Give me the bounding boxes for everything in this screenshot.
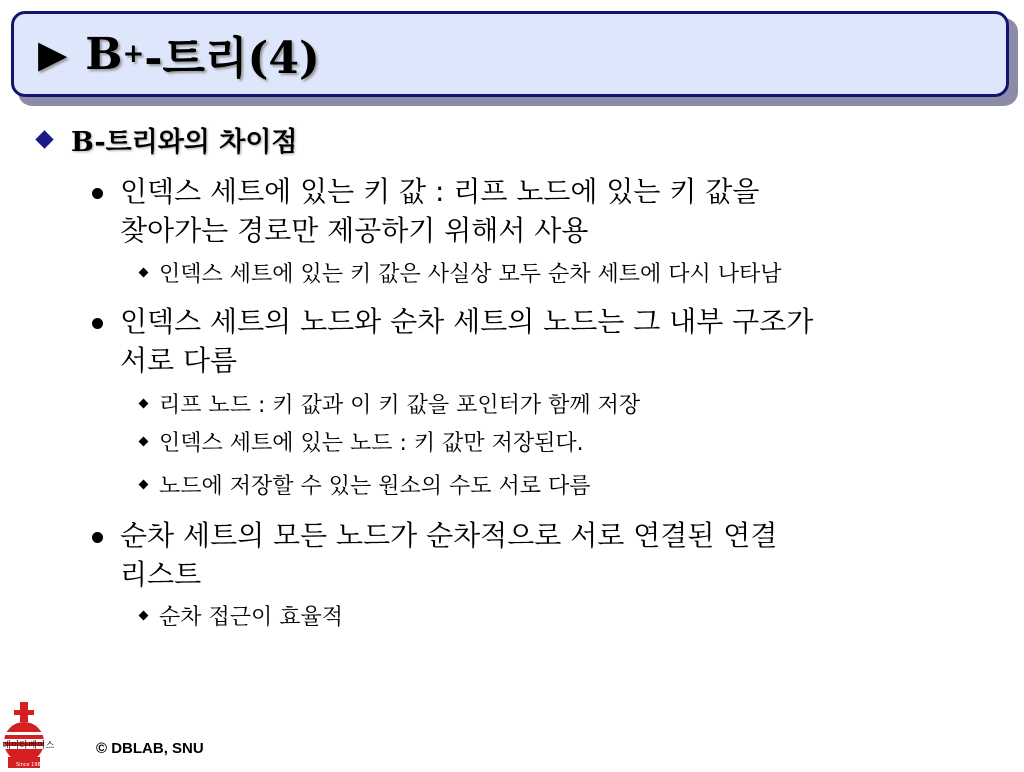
sub-bullet-item (140, 603, 343, 633)
bullet-text-line2: 찾아가는 경로만 제공하기 위해서 사용 (120, 214, 589, 247)
small-diamond-icon (139, 610, 149, 620)
small-diamond-icon (139, 267, 149, 277)
bullet-text-line2: 리스트 (120, 558, 202, 591)
database-lab-logo (0, 702, 76, 768)
bullet-text-line1: 인덱스 세트의 노드와 순차 세트의 노드는 그 내부 구조가 (120, 305, 814, 338)
bullet-text-line1: 순차 세트의 모든 노드가 순차적으로 서로 연결된 연결 (120, 519, 778, 552)
slide-title (38, 24, 320, 84)
sub-bullet-item (140, 429, 584, 459)
title-prefix: B (85, 28, 123, 80)
bullet-item (96, 516, 976, 594)
sub-bullet-text: 인덱스 세트에 있는 노드 : 키 값만 저장된다. (159, 431, 584, 456)
logo-since: Since 1986 (16, 762, 44, 768)
sub-bullet-item (140, 391, 640, 421)
bullet-item (96, 172, 976, 250)
sub-bullet-text: 리프 노드 : 키 값과 이 키 값을 포인터가 함께 저장 (159, 393, 641, 418)
bullet-text-line1: 인덱스 세트에 있는 키 값 : 리프 노드에 있는 키 값을 (120, 175, 760, 208)
sub-bullet-text: 노드에 저장할 수 있는 원소의 수도 서로 다름 (159, 474, 591, 499)
footer-copyright: © DBLAB, SNU (96, 740, 204, 757)
small-diamond-icon (139, 436, 149, 446)
bullet-text-line2: 서로 다름 (120, 344, 238, 377)
round-bullet-icon (92, 318, 103, 329)
bullet-item (96, 302, 976, 380)
round-bullet-icon (92, 188, 103, 199)
heading-text: B-트리와의 차이점 (71, 127, 298, 158)
diamond-bullet-icon (35, 130, 53, 148)
small-diamond-icon (139, 479, 149, 489)
logo-graphic (0, 702, 76, 768)
sub-bullet-text: 인덱스 세트에 있는 키 값은 사실상 모두 순차 세트에 다시 나타남 (159, 262, 782, 287)
title-superscript: + (122, 39, 145, 69)
heading-item (38, 120, 298, 159)
sub-bullet-item (140, 472, 591, 502)
logo-text: 데이타베이스 (2, 741, 55, 751)
title-suffix: -트리(4) (144, 33, 320, 84)
play-triangle-icon: ▶ (38, 32, 68, 76)
sub-bullet-item (140, 260, 782, 290)
small-diamond-icon (139, 398, 149, 408)
round-bullet-icon (92, 532, 103, 543)
sub-bullet-text: 순차 접근이 효율적 (159, 605, 344, 630)
